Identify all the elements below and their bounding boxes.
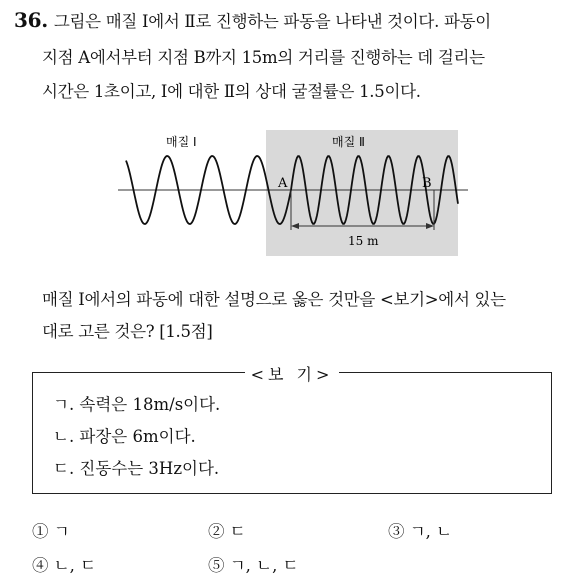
medium1-label: 매질 Ⅰ <box>166 135 197 149</box>
question-line-1 <box>14 8 491 32</box>
prompt-line-1: 매질 Ⅰ에서의 파동에 대한 설명으로 옳은 것만을 <보기>에서 있는 <box>42 290 506 309</box>
question-number: 36. <box>14 8 48 32</box>
wave-figure <box>118 120 468 260</box>
prompt-line-2: 대로 고른 것은? [1.5점] <box>42 322 213 341</box>
question-line-3: 시간은 1초이고, Ⅰ에 대한 Ⅱ의 상대 굴절률은 1.5이다. <box>42 82 421 101</box>
distance-label: 15 m <box>348 234 379 248</box>
choice-1[interactable]: ① ㄱ <box>32 522 70 541</box>
question-text-1: 그림은 매질 Ⅰ에서 Ⅱ로 진행하는 파동을 나타낸 것이다. 파동이 <box>53 12 491 31</box>
bogi-box <box>32 365 552 494</box>
point-a-label: A <box>278 176 288 191</box>
bogi-title: <보 기> <box>245 365 340 384</box>
point-b-label: B <box>422 176 432 191</box>
question-line-2: 지점 A에서부터 지점 B까지 15m의 거리를 진행하는 데 걸리는 <box>42 48 485 67</box>
bogi-title-wrap <box>33 362 551 385</box>
choice-2[interactable]: ② ㄷ <box>208 522 246 541</box>
bogi-item-1: ㄱ. 속력은 18m/s이다. <box>53 395 221 414</box>
bogi-item-2: ㄴ. 파장은 6m이다. <box>53 427 196 446</box>
choice-3[interactable]: ③ ㄱ, ㄴ <box>388 522 453 541</box>
choice-4[interactable]: ④ ㄴ, ㄷ <box>32 556 97 575</box>
bogi-item-3: ㄷ. 진동수는 3Hz이다. <box>53 459 220 478</box>
choice-5[interactable]: ⑤ ㄱ, ㄴ, ㄷ <box>208 556 299 575</box>
medium2-label: 매질 Ⅱ <box>332 135 365 149</box>
